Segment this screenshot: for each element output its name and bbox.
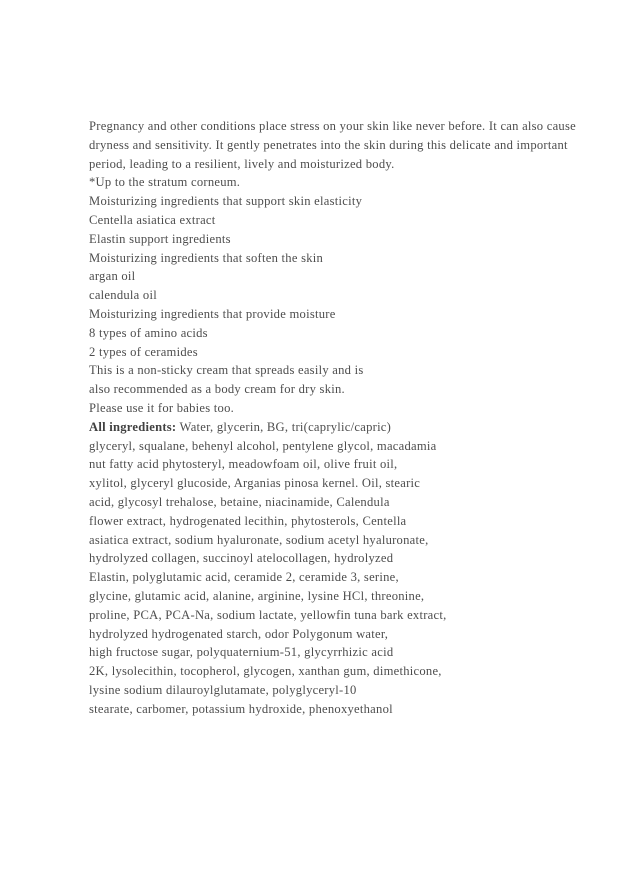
text-line: 2K, lysolecithin, tocopherol, glycogen, xanthan gum, dimethicone,	[89, 664, 442, 679]
text-line: Moisturizing ingredients that provide moisture	[89, 306, 336, 321]
text-line: All ingredients: Water, glycerin, BG, tri(caprylic/capric)	[89, 419, 392, 434]
text-line: Moisturizing ingredients that support skin elasticity	[89, 194, 363, 209]
text-line: dryness and sensitivity. It gently penetrates into the skin during this delicate and important	[89, 137, 568, 152]
text-line: flower extract, hydrogenated lecithin, phytosterols, Centella	[89, 513, 407, 528]
text-line: *Up to the stratum corneum.	[89, 175, 241, 190]
text-line: This is a non-sticky cream that spreads easily and is	[89, 363, 364, 378]
text-line: hydrolyzed collagen, succinoyl atelocollagen, hydrolyzed	[89, 551, 394, 566]
text-line: Pregnancy and other conditions place stress on your skin like never before. It can also cause	[89, 119, 576, 133]
text-line: proline, PCA, PCA-Na, sodium lactate, yellowfin tuna bark extract,	[89, 607, 447, 622]
text-line: Moisturizing ingredients that soften the skin	[89, 250, 324, 265]
text-line: nut fatty acid phytosteryl, meadowfoam oil, olive fruit oil,	[89, 457, 398, 472]
text-line: Please use it for babies too.	[89, 400, 235, 415]
text-line: acid, glycosyl trehalose, betaine, niacinamide, Calendula	[89, 494, 390, 509]
text-line: Elastin, polyglutamic acid, ceramide 2, ceramide 3, serine,	[89, 570, 399, 585]
text-line: high fructose sugar, polyquaternium-51, glycyrrhizic acid	[89, 645, 394, 660]
text-line: lysine sodium dilauroylglutamate, polyglyceryl-10	[89, 682, 357, 697]
text-line: glyceryl, squalane, behenyl alcohol, pentylene glycol, macadamia	[89, 438, 437, 453]
text-line: Centella asiatica extract	[89, 212, 216, 227]
product-description-text-block	[89, 117, 576, 719]
text-line: calendula oil	[89, 288, 157, 303]
text-line: period, leading to a resilient, lively and moisturized body.	[89, 156, 395, 171]
text-line: argan oil	[89, 269, 136, 284]
text-line: also recommended as a body cream for dry skin.	[89, 382, 345, 397]
text-line: xylitol, glyceryl glucoside, Arganias pinosa kernel. Oil, stearic	[89, 476, 421, 491]
ingredients-label: All ingredients:	[89, 419, 177, 434]
text-line: stearate, carbomer, potassium hydroxide, phenoxyethanol	[89, 701, 393, 716]
text-line: 8 types of amino acids	[89, 325, 208, 340]
text-line: Elastin support ingredients	[89, 231, 231, 246]
text-line: asiatica extract, sodium hyaluronate, sodium acetyl hyaluronate,	[89, 532, 429, 547]
text-line: 2 types of ceramides	[89, 344, 198, 359]
text-line: glycine, glutamic acid, alanine, arginine, lysine HCl, threonine,	[89, 588, 425, 603]
text-line: hydrolyzed hydrogenated starch, odor Polygonum water,	[89, 626, 389, 641]
